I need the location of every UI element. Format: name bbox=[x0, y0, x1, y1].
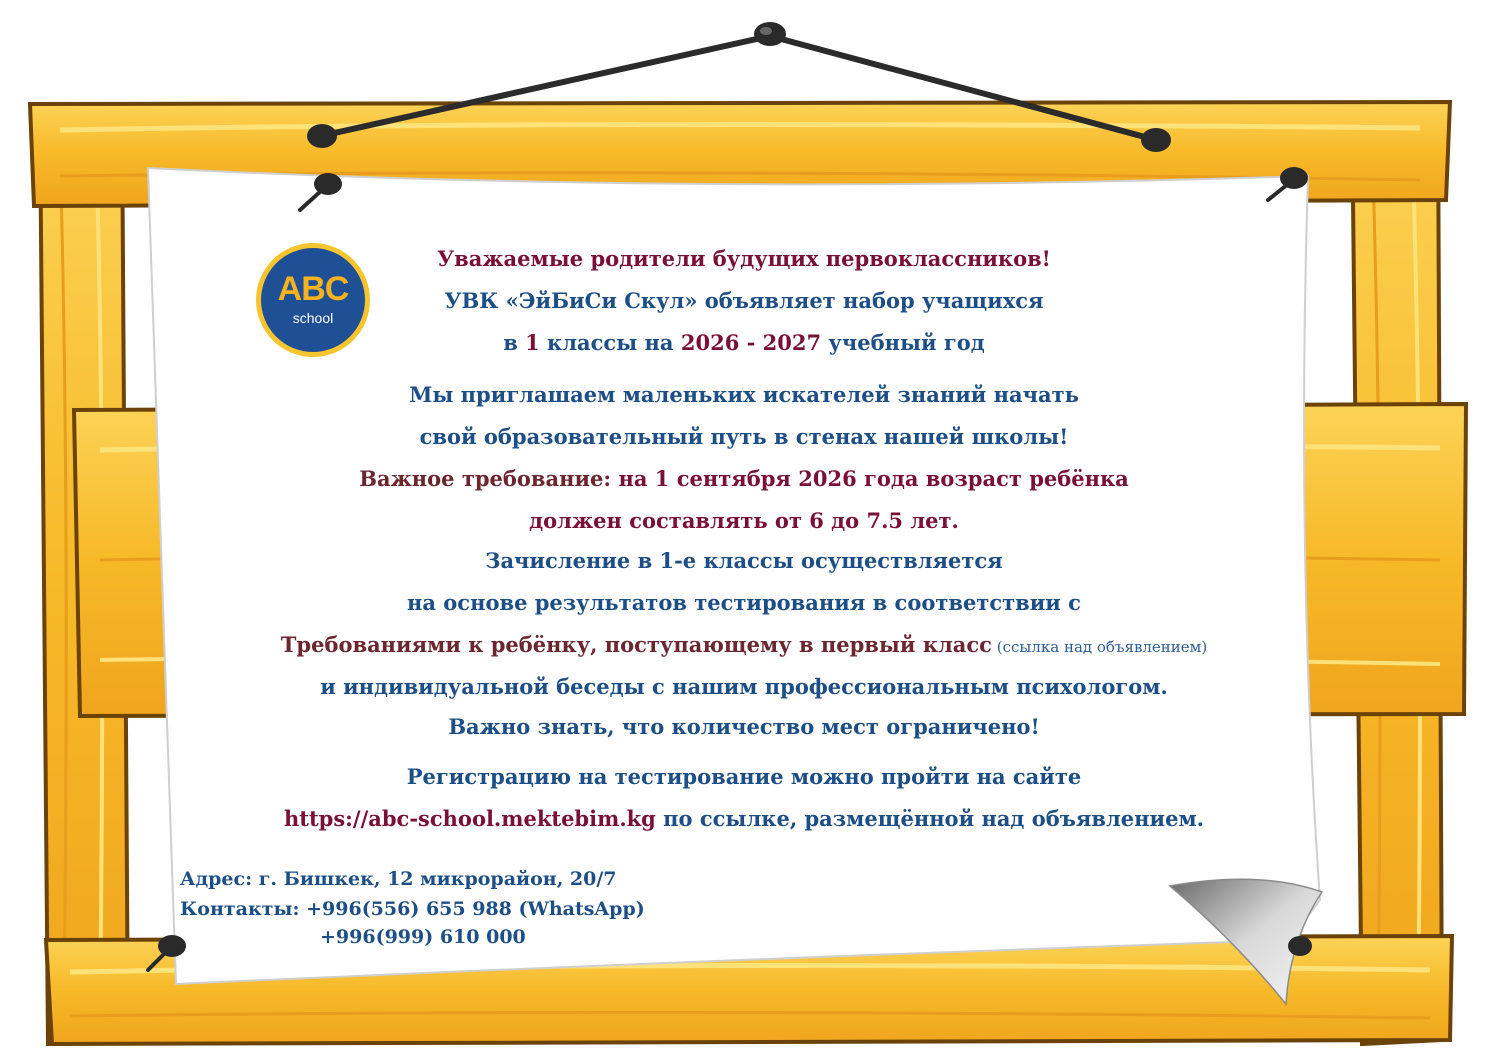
register-line-1: Регистрацию на тестирование можно пройти на сайте bbox=[406, 764, 1082, 789]
address: Адрес: г. Бишкек, 12 микрорайон, 20/7 bbox=[180, 868, 617, 890]
register-line-2 bbox=[0, 805, 1488, 833]
limited-places: Важно знать, что количество мест ограничено! bbox=[448, 714, 1040, 739]
contacts-phone-2: +996(999) 610 000 bbox=[320, 926, 526, 948]
requirement-line-2: должен составлять от 6 до 7.5 лет. bbox=[529, 508, 959, 533]
enroll-line-2: на основе результатов тестирования в соответствии с bbox=[407, 590, 1081, 615]
announce-prefix: в bbox=[503, 330, 526, 355]
announce-line-2 bbox=[0, 329, 1488, 357]
announce-years: 2026 - 2027 bbox=[680, 330, 822, 355]
invite-line-2: свой образовательный путь в стенах нашей школы! bbox=[419, 424, 1069, 449]
contacts-phone-1: Контакты: +996(556) 655 988 (WhatsApp) bbox=[180, 898, 645, 920]
enroll-line-4: и индивидуальной беседы с нашим профессиональным психологом. bbox=[320, 674, 1168, 699]
requirement-line-1 bbox=[0, 465, 1488, 493]
register-suffix: по ссылке, размещённой над объявлением. bbox=[655, 806, 1204, 831]
requirements-link-text: Требованиями к ребёнку, поступающему в первый класс bbox=[280, 632, 992, 657]
logo-brand: ABC bbox=[277, 270, 349, 308]
nail-icon bbox=[754, 22, 786, 46]
announce-line-1: УВК «ЭйБиСи Скул» объявляет набор учащихся bbox=[444, 288, 1044, 313]
requirement-text: на 1 сентября 2026 года возраст ребёнка bbox=[618, 466, 1129, 491]
requirement-label: Важное требование: bbox=[359, 466, 619, 491]
announce-suffix: учебный год bbox=[821, 330, 985, 355]
requirements-note: (ссылка над объявлением) bbox=[991, 638, 1208, 656]
nail-icon bbox=[1141, 128, 1171, 152]
notice-heading: Уважаемые родители будущих первоклассников! bbox=[437, 246, 1051, 271]
invite-line-1: Мы приглашаем маленьких искателей знаний начать bbox=[409, 382, 1079, 407]
enroll-line-1: Зачисление в 1-е классы осуществляется bbox=[485, 548, 1003, 573]
nail-icon bbox=[307, 124, 337, 148]
enroll-line-3 bbox=[0, 631, 1488, 661]
register-url[interactable]: https://abc-school.mektebim.kg bbox=[284, 806, 656, 831]
announce-grade: 1 bbox=[525, 330, 540, 355]
nail-icon bbox=[1288, 936, 1312, 956]
logo-subtitle: school bbox=[292, 310, 334, 326]
announce-mid: классы на bbox=[539, 330, 681, 355]
